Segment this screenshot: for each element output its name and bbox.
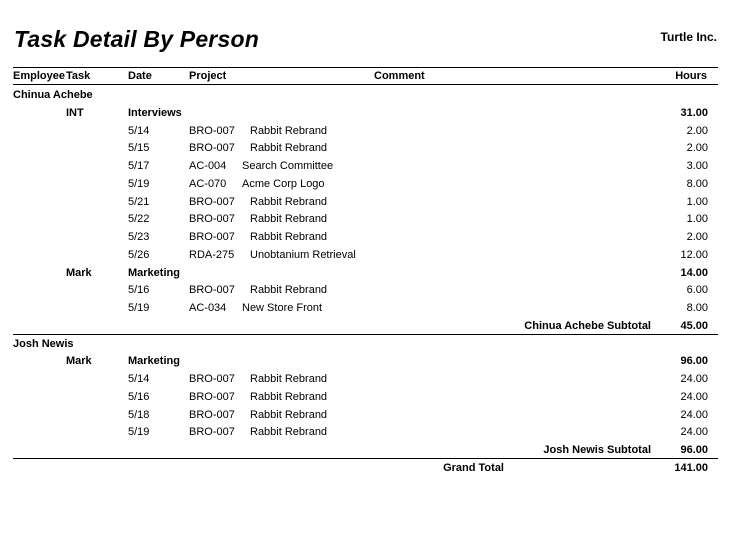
col-header-employee: Employee (13, 70, 65, 82)
report-title: Task Detail By Person (14, 26, 259, 52)
col-header-task: Task (66, 70, 91, 82)
grand-total-row (0, 461, 746, 479)
entry-date: 5/14 (128, 373, 150, 385)
entry-hours: 2.00 (686, 125, 708, 137)
entry-project: AC-034 (189, 302, 227, 314)
entry-date: 5/23 (128, 231, 150, 243)
entry-project: BRO-007 (189, 231, 235, 243)
group-separator-rule (13, 334, 718, 335)
entry-date: 5/26 (128, 249, 150, 261)
entry-date: 5/19 (128, 302, 150, 314)
task-code: INT (66, 107, 84, 119)
grand-total-hours: 141.00 (674, 462, 708, 474)
entry-comment: Rabbit Rebrand (250, 391, 328, 403)
entry-project: BRO-007 (189, 142, 235, 154)
col-header-comment: Comment (374, 70, 425, 82)
table-row (0, 425, 746, 443)
entry-comment: Acme Corp Logo (242, 178, 325, 190)
employee-name: Chinua Achebe (13, 89, 93, 101)
company-name: Turtle Inc. (660, 30, 717, 44)
entry-comment: Unobtanium Retrieval (250, 249, 356, 261)
employee-name: Josh Newis (13, 338, 74, 350)
entry-hours: 24.00 (680, 426, 708, 438)
task-name: Marketing (128, 355, 180, 367)
entry-comment: Rabbit Rebrand (250, 125, 328, 137)
entry-hours: 8.00 (686, 302, 708, 314)
entry-hours: 1.00 (686, 196, 708, 208)
entry-project: BRO-007 (189, 196, 235, 208)
entry-date: 5/21 (128, 196, 150, 208)
table-row (0, 159, 746, 177)
entry-date: 5/16 (128, 391, 150, 403)
table-row (0, 248, 746, 266)
subtotal-label: Josh Newis Subtotal (543, 444, 651, 456)
entry-project: BRO-007 (189, 373, 235, 385)
task-code: Mark (66, 355, 92, 367)
entry-project: BRO-007 (189, 391, 235, 403)
table-row (0, 212, 746, 230)
task-row (0, 354, 746, 372)
table-row (0, 283, 746, 301)
entry-hours: 8.00 (686, 178, 708, 190)
entry-comment: Rabbit Rebrand (250, 213, 328, 225)
entry-project: BRO-007 (189, 284, 235, 296)
task-total-hours: 31.00 (680, 107, 708, 119)
entry-comment: Search Committee (242, 160, 334, 172)
entry-date: 5/19 (128, 426, 150, 438)
table-row (0, 390, 746, 408)
entry-project: RDA-275 (189, 249, 235, 261)
entry-date: 5/19 (128, 178, 150, 190)
table-row (0, 408, 746, 426)
entry-project: BRO-007 (189, 213, 235, 225)
entry-project: AC-004 (189, 160, 227, 172)
entry-project: BRO-007 (189, 409, 235, 421)
entry-comment: Rabbit Rebrand (250, 409, 328, 421)
entry-date: 5/16 (128, 284, 150, 296)
entry-comment: Rabbit Rebrand (250, 284, 328, 296)
employee-group-row (0, 337, 746, 355)
group-separator-rule (13, 458, 718, 459)
entry-comment: Rabbit Rebrand (250, 426, 328, 438)
entry-date: 5/14 (128, 125, 150, 137)
entry-project: BRO-007 (189, 426, 235, 438)
task-total-hours: 96.00 (680, 355, 708, 367)
entry-hours: 1.00 (686, 213, 708, 225)
entry-date: 5/22 (128, 213, 150, 225)
entry-project: BRO-007 (189, 125, 235, 137)
entry-date: 5/18 (128, 409, 150, 421)
subtotal-hours: 45.00 (680, 320, 708, 332)
col-header-project: Project (189, 70, 227, 82)
entry-comment: Rabbit Rebrand (250, 373, 328, 385)
entry-hours: 24.00 (680, 409, 708, 421)
entry-comment: New Store Front (242, 302, 323, 314)
task-name: Marketing (128, 267, 180, 279)
task-row (0, 266, 746, 284)
entry-comment: Rabbit Rebrand (250, 231, 328, 243)
entry-date: 5/17 (128, 160, 150, 172)
col-header-date: Date (128, 70, 152, 82)
table-row (0, 372, 746, 390)
task-name: Interviews (128, 107, 182, 119)
entry-hours: 2.00 (686, 231, 708, 243)
header-top-rule (13, 67, 718, 68)
grand-total-label: Grand Total (443, 462, 504, 474)
entry-hours: 24.00 (680, 373, 708, 385)
table-row (0, 195, 746, 213)
subtotal-hours: 96.00 (680, 444, 708, 456)
header-bottom-rule (13, 84, 718, 85)
table-row (0, 177, 746, 195)
entry-hours: 3.00 (686, 160, 708, 172)
table-row (0, 230, 746, 248)
entry-project: AC-070 (189, 178, 227, 190)
entry-comment: Rabbit Rebrand (250, 196, 328, 208)
table-row (0, 141, 746, 159)
entry-hours: 12.00 (680, 249, 708, 261)
entry-date: 5/15 (128, 142, 150, 154)
task-code: Mark (66, 267, 92, 279)
entry-comment: Rabbit Rebrand (250, 142, 328, 154)
entry-hours: 6.00 (686, 284, 708, 296)
table-row (0, 301, 746, 319)
entry-hours: 2.00 (686, 142, 708, 154)
task-total-hours: 14.00 (680, 267, 708, 279)
employee-group-row (0, 88, 746, 106)
entry-hours: 24.00 (680, 391, 708, 403)
subtotal-label: Chinua Achebe Subtotal (524, 320, 651, 332)
col-header-hours: Hours (675, 70, 707, 82)
task-row (0, 106, 746, 124)
table-row (0, 124, 746, 142)
